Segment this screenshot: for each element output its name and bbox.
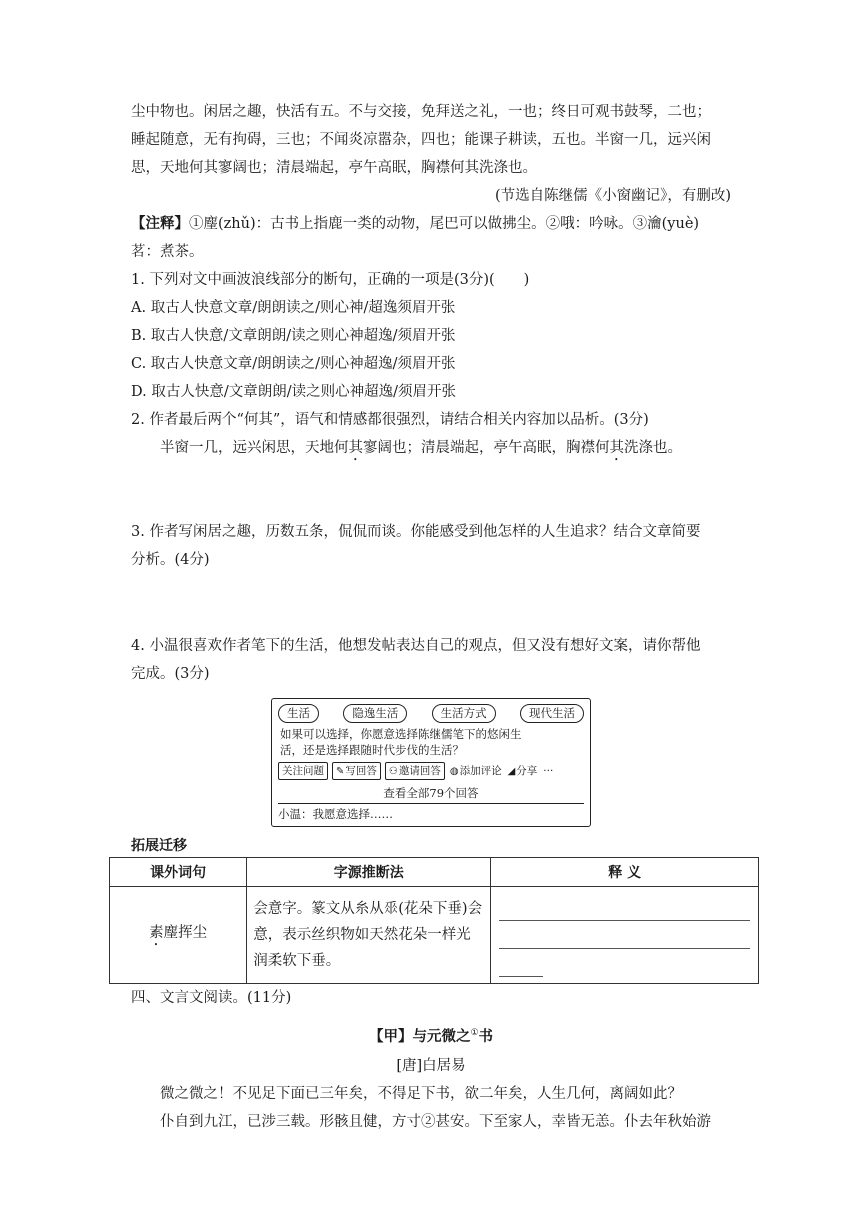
- tag-lifestyle[interactable]: 生活方式: [432, 704, 496, 723]
- question-3-line2: 分析。(4分): [131, 552, 210, 568]
- tag-reclusive-life[interactable]: 隐逸生活: [343, 704, 407, 723]
- passage-source: (节选自陈继儒《小窗幽记》，有删改): [494, 188, 731, 204]
- table-header: 释 义: [491, 858, 759, 887]
- jia-line: 仆自到九江，已涉三载。形骸且健，方寸②甚安。下至家人，幸皆无恙。仆去年秋始游: [160, 1113, 711, 1130]
- passage-line: 尘中物也。闲居之趣，快活有五。不与交接，免拜送之礼，一也；终日可观书鼓琴，二也；: [131, 104, 711, 120]
- jia-line: 微之微之！不见足下面已三年矣，不得足下书，欲二年矣，人生几何，离阔如此？: [160, 1085, 682, 1102]
- answer-space: [131, 574, 731, 632]
- add-comment-button[interactable]: ◍添加评论: [449, 763, 503, 780]
- more-button[interactable]: ···: [543, 765, 554, 777]
- emphasis-char: 其: [348, 440, 363, 456]
- emphasis-char: 素: [149, 925, 164, 941]
- passage-line: 思，天地何其寥阔也；清晨端起，亭午高眠，胸襟何其洗涤也。: [131, 160, 537, 176]
- phrase-cell: 素麈挥尘: [110, 887, 247, 984]
- write-answer-button[interactable]: ✎写回答: [332, 762, 381, 780]
- table-header: 字源推断法: [247, 858, 491, 887]
- tag-modern-life[interactable]: 现代生活: [520, 704, 584, 723]
- notes-line1: ①麈(zhǔ)：古书上指鹿一类的动物，尾巴可以做拂尘。②哦：吟咏。③瀹(yuè): [189, 216, 700, 232]
- answer-cell: [491, 887, 759, 984]
- option-d: D. 取古人快意/文章朗朗/读之则心神超逸/须眉开张: [131, 384, 456, 400]
- view-all-answers-link[interactable]: 查看全部79个回答: [383, 786, 479, 800]
- answer-blank[interactable]: [499, 893, 750, 921]
- follow-question-button[interactable]: 关注问题: [278, 762, 328, 780]
- answer-blank[interactable]: [499, 921, 750, 949]
- question-1-stem: 1. 下列对文中画波浪线部分的断句，正确的一项是(3分)( ): [131, 272, 530, 288]
- section-4-heading: 四、文言文阅读。(11分): [131, 990, 292, 1006]
- question-3-line1: 3. 作者写闲居之趣，历数五条，侃侃而谈。你能感受到他怎样的人生追求？结合文章简要: [131, 524, 701, 540]
- invite-answer-button[interactable]: ⚇邀请回答: [385, 762, 445, 780]
- option-a: A. 取古人快意文章/朗朗读之/则心神/超逸须眉开张: [131, 300, 456, 316]
- tag-life[interactable]: 生活: [278, 704, 319, 723]
- question-2-stem: 2. 作者最后两个“何其”，语气和情感都很强烈，请结合相关内容加以品析。(3分): [131, 412, 649, 428]
- notes-label: 【注释】: [131, 215, 189, 232]
- exam-page: [131, 98, 731, 1136]
- table-header: 课外词句: [110, 858, 247, 887]
- extension-heading: 拓展迁移: [131, 838, 187, 854]
- jia-author: [唐]白居易: [396, 1057, 466, 1074]
- passage-line: 睡起随意，无有拘碍，三也；不闻炎凉嚣杂，四也；能课子耕读，五也。半窗一几，远兴闲: [131, 132, 711, 148]
- forum-reply: 小温：我愿意选择……: [278, 803, 584, 822]
- option-c: C. 取古人快意文章/朗朗读之/则心神超逸/须眉开张: [131, 356, 456, 372]
- user-add-icon: ⚇: [388, 766, 398, 777]
- emphasis-char: 其: [609, 440, 624, 456]
- notes: [131, 210, 731, 238]
- extension-table: [109, 857, 759, 984]
- question-4-line1: 4. 小温很喜欢作者笔下的生活，他想发帖表达自己的观点，但又没有想好文案，请你帮他: [131, 638, 701, 654]
- question-4-line2: 完成。(3分): [131, 666, 210, 682]
- answer-blank[interactable]: [499, 949, 543, 977]
- forum-actions: [278, 762, 584, 780]
- option-b: B. 取古人快意/文章朗朗/读之则心神超逸/须眉开张: [131, 328, 456, 344]
- table-header-row: [110, 858, 759, 887]
- notes-line2: 茗：煮茶。: [131, 244, 204, 260]
- method-cell: 会意字。篆文从糸从𠂹(花朵下垂)会意，表示丝织物如天然花朵一样光润柔软下垂。: [247, 887, 491, 984]
- table-row: [110, 887, 759, 984]
- jia-label: 【甲】: [368, 1028, 413, 1045]
- answer-space: [131, 464, 731, 518]
- forum-question: 如果可以选择，你愿意选择陈继儒笔下的悠闲生 活，还是选择跟随时代步伐的生活？: [280, 727, 522, 757]
- comment-icon: ◍: [449, 765, 459, 777]
- share-icon: ◢: [507, 765, 516, 777]
- jia-title: 【甲】与元微之①书: [368, 1028, 494, 1045]
- pencil-icon: ✎: [336, 766, 345, 777]
- question-2-quote: 半窗一几，远兴闲思，天地何其寥阔也；清晨端起，亭午高眠，胸襟何其洗涤也。: [160, 440, 682, 456]
- share-button[interactable]: ◢分享: [507, 763, 539, 780]
- forum-tags: [278, 704, 584, 723]
- forum-post-card: [271, 698, 591, 827]
